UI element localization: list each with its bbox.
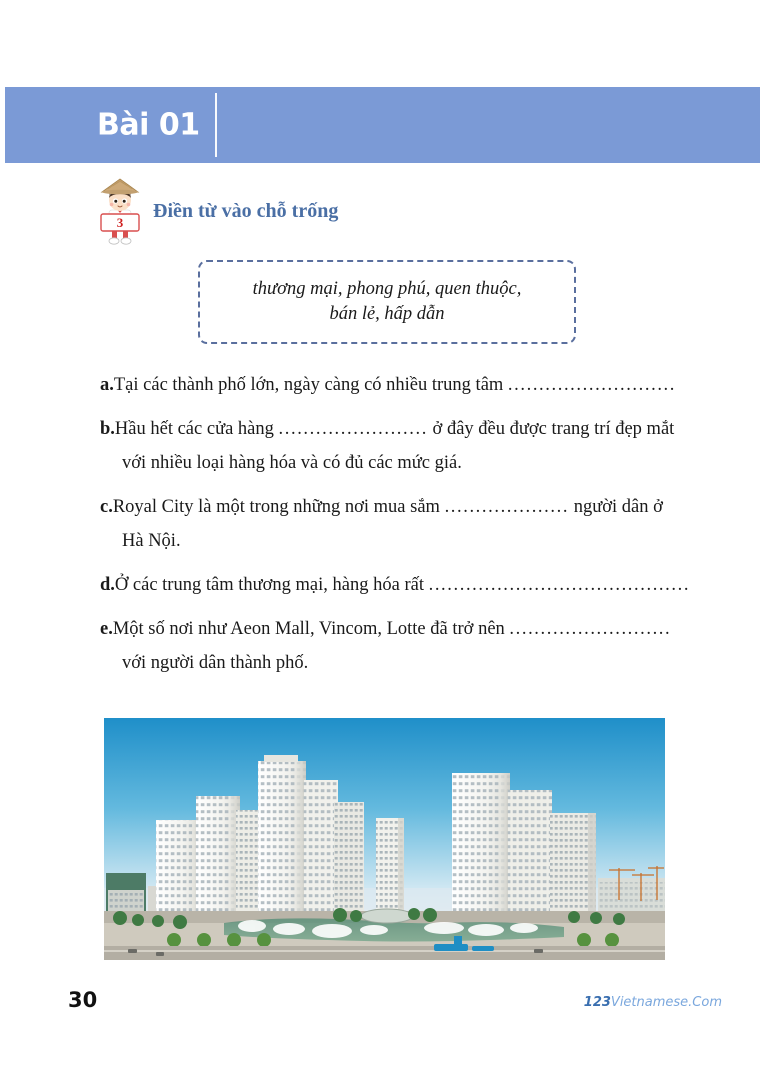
- exercise-label: e.: [100, 619, 113, 639]
- exercise-text: với nhiều loại hàng hóa và có đủ các mức giá.: [122, 453, 462, 473]
- task-heading-label: Điền từ vào chỗ trống: [153, 199, 339, 222]
- exercise-line: [100, 612, 680, 646]
- exercise-list: [100, 368, 691, 690]
- watermark-word: Vietnamese.Com: [610, 995, 722, 1010]
- exercise-line: [100, 490, 680, 524]
- lesson-banner: [5, 87, 760, 163]
- word-bank-line: thương mại, phong phú, quen thuộc,: [252, 279, 522, 299]
- exercise-text: Tại các thành phố lớn, ngày càng có nhiều trung tâm: [113, 375, 508, 395]
- exercise-item-e: [100, 612, 680, 680]
- exercise-label: d.: [100, 575, 115, 595]
- word-bank-line: bán lẻ, hấp dẫn: [329, 304, 445, 324]
- exercise-line: [100, 446, 680, 480]
- word-bank-box: [198, 260, 576, 344]
- exercise-text: Ở các trung tâm thương mại, hàng hóa rất: [114, 575, 429, 595]
- exercise-text: với người dân thành phố.: [122, 653, 309, 673]
- exercise-label: a.: [100, 375, 114, 395]
- blank-dots[interactable]: ...........................: [507, 375, 676, 395]
- exercise-line: [100, 646, 680, 680]
- lesson-banner-title: Bài 01: [97, 107, 200, 143]
- exercise-line: [100, 524, 680, 558]
- exercise-line: [100, 412, 680, 446]
- exercise-text-tail: người dân ở: [569, 497, 663, 517]
- blank-dots[interactable]: ..........................................: [428, 575, 691, 595]
- exercise-text: Royal City là một trong những nơi mua sắm: [112, 497, 445, 517]
- blank-dots[interactable]: ........................: [278, 419, 428, 439]
- exercise-item-a: [100, 368, 680, 402]
- task-heading-row: [95, 178, 338, 246]
- exercise-line: [100, 568, 691, 602]
- watermark-number: 123: [583, 995, 611, 1010]
- blank-dots[interactable]: ....................: [444, 497, 570, 517]
- exercise-item-d: [100, 568, 691, 602]
- page-number: 30: [68, 988, 98, 1012]
- exercise-text: Hà Nội.: [122, 531, 181, 551]
- exercise-item-c: [100, 490, 680, 558]
- blank-dots[interactable]: ..........................: [509, 619, 672, 639]
- royal-city-photo: [104, 718, 665, 960]
- exercise-label: b.: [100, 419, 115, 439]
- vietnamese-boy-conical-hat-icon: [95, 178, 145, 246]
- exercise-line: [100, 368, 680, 402]
- banner-divider: [215, 93, 217, 157]
- exercise-item-b: [100, 412, 680, 480]
- exercise-text-tail: ở đây đều được trang trí đẹp mắt: [427, 419, 675, 439]
- exercise-text: Một số nơi như Aeon Mall, Vincom, Lotte đã trở nên: [112, 619, 510, 639]
- site-watermark: [584, 995, 722, 1010]
- exercise-label: c.: [100, 497, 113, 517]
- exercise-text: Hầu hết các cửa hàng: [114, 419, 279, 439]
- task-number: 3: [116, 215, 124, 230]
